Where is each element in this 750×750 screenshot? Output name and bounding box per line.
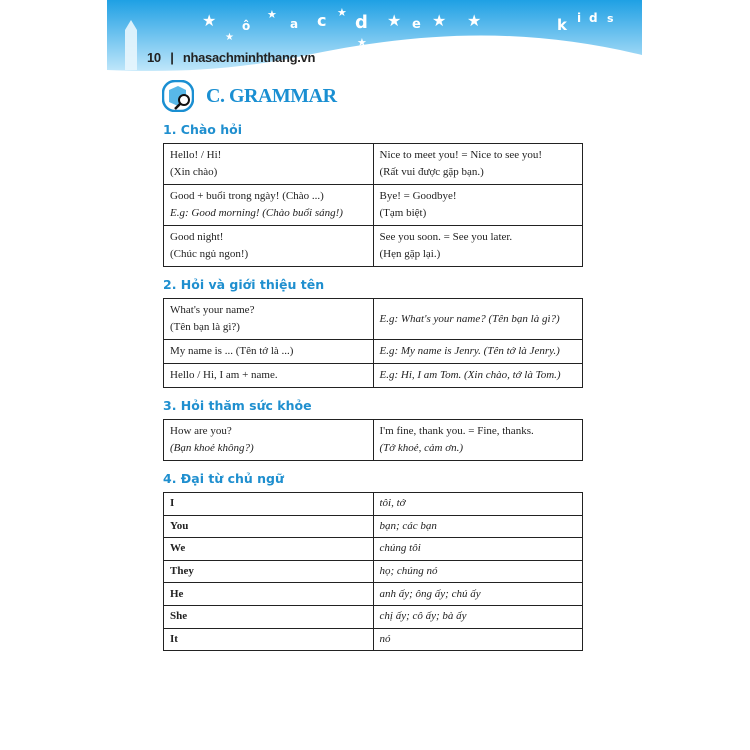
meaning: anh ấy; ông ấy; chú ấy bbox=[373, 583, 583, 606]
cell-text: Hello! / Hi! bbox=[170, 149, 222, 161]
svg-text:★: ★ bbox=[432, 11, 447, 30]
cell-text: My name is ... (Tên tớ là ...) bbox=[164, 340, 374, 364]
svg-text:d: d bbox=[355, 12, 368, 33]
table-row bbox=[164, 420, 583, 461]
table-row bbox=[164, 364, 583, 388]
cell-text: E.g: Hi, I am Tom. (Xin chào, tớ là Tom.) bbox=[373, 364, 583, 388]
table-row bbox=[164, 299, 583, 340]
section-title: C. GRAMMAR bbox=[206, 84, 337, 107]
meaning: nó bbox=[373, 628, 583, 651]
meaning: chúng tôi bbox=[373, 538, 583, 561]
svg-text:c: c bbox=[317, 11, 327, 30]
cell-text: Hello / Hi, I am + name. bbox=[164, 364, 374, 388]
pronoun: You bbox=[164, 515, 374, 538]
pronoun: It bbox=[164, 628, 374, 651]
cell-text: (Bạn khoẻ không?) bbox=[170, 442, 254, 454]
svg-text:i: i bbox=[577, 11, 582, 25]
table-row bbox=[164, 340, 583, 364]
meaning: tôi, tớ bbox=[373, 493, 583, 516]
table-row bbox=[164, 605, 583, 628]
cell-text: Good night! bbox=[170, 231, 224, 243]
svg-text:e: e bbox=[412, 17, 421, 32]
cell-text: (Tạm biệt) bbox=[379, 207, 427, 219]
cell-text: Nice to meet you! = Nice to see you! bbox=[379, 149, 543, 161]
site-name: nhasachminhthang.vn bbox=[182, 50, 316, 65]
heading-greetings: 1. Chào hỏi bbox=[163, 122, 243, 137]
cell-text: E.g: My name is Jenry. (Tên tớ là Jenry.) bbox=[373, 340, 583, 364]
svg-text:★: ★ bbox=[337, 6, 347, 19]
heading-pronouns: 4. Đại từ chủ ngữ bbox=[163, 471, 284, 486]
pronoun: He bbox=[164, 583, 374, 606]
greetings-table bbox=[163, 143, 583, 267]
svg-text:s: s bbox=[607, 12, 614, 25]
svg-text:★: ★ bbox=[467, 11, 482, 30]
page bbox=[107, 0, 642, 750]
cell-text: (Tớ khoẻ, cảm ơn.) bbox=[379, 442, 464, 454]
cell-text: How are you? bbox=[170, 425, 232, 437]
table-row bbox=[164, 226, 583, 267]
svg-text:★: ★ bbox=[267, 8, 277, 21]
table-row bbox=[164, 515, 583, 538]
svg-text:d: d bbox=[589, 11, 598, 25]
table-row bbox=[164, 185, 583, 226]
heading-names: 2. Hỏi và giới thiệu tên bbox=[163, 277, 325, 292]
pronoun: They bbox=[164, 560, 374, 583]
table-row bbox=[164, 144, 583, 185]
pronoun: She bbox=[164, 605, 374, 628]
health-table bbox=[163, 419, 583, 461]
cell-text: E.g: Good morning! (Chào buổi sáng!) bbox=[170, 207, 343, 219]
cell-text: (Chúc ngủ ngon!) bbox=[170, 248, 249, 260]
table-row bbox=[164, 538, 583, 561]
names-table bbox=[163, 298, 583, 388]
table-row bbox=[164, 628, 583, 651]
table-row bbox=[164, 493, 583, 516]
meaning: họ; chúng nó bbox=[373, 560, 583, 583]
separator: | bbox=[170, 50, 174, 65]
pronoun: We bbox=[164, 538, 374, 561]
table-row bbox=[164, 583, 583, 606]
page-number: 10 bbox=[147, 50, 161, 65]
cell-text: See you soon. = See you later. bbox=[379, 231, 513, 243]
section-title-row bbox=[162, 80, 583, 112]
cell-text: Bye! = Goodbye! bbox=[379, 190, 457, 202]
pronoun: I bbox=[164, 493, 374, 516]
meaning: bạn; các bạn bbox=[373, 515, 583, 538]
heading-health: 3. Hỏi thăm sức khỏe bbox=[163, 398, 312, 413]
table-row bbox=[164, 560, 583, 583]
cell-text: What's your name? bbox=[170, 304, 255, 316]
cell-text: Good + buổi trong ngày! (Chào ...) bbox=[170, 190, 324, 202]
cell-text: (Xin chào) bbox=[170, 166, 218, 178]
svg-text:ô: ô bbox=[242, 19, 251, 33]
cell-text: (Tên bạn là gì?) bbox=[170, 321, 240, 333]
cell-text: (Hẹn gặp lại.) bbox=[379, 248, 441, 260]
svg-text:★: ★ bbox=[357, 36, 367, 49]
cell-text: E.g: What's your name? (Tên bạn là gì?) bbox=[373, 299, 583, 340]
svg-text:a: a bbox=[290, 17, 299, 31]
svg-text:k: k bbox=[557, 16, 567, 34]
svg-text:★: ★ bbox=[202, 11, 217, 30]
content bbox=[107, 0, 583, 651]
pronouns-table bbox=[163, 492, 583, 651]
book-magnifier-icon bbox=[162, 80, 194, 112]
svg-text:★: ★ bbox=[225, 32, 234, 43]
meaning: chị ấy; cô ấy; bà ấy bbox=[373, 605, 583, 628]
cell-text: (Rất vui được gặp bạn.) bbox=[379, 166, 484, 178]
svg-text:★: ★ bbox=[387, 11, 402, 30]
cell-text: I'm fine, thank you. = Fine, thanks. bbox=[379, 425, 534, 437]
